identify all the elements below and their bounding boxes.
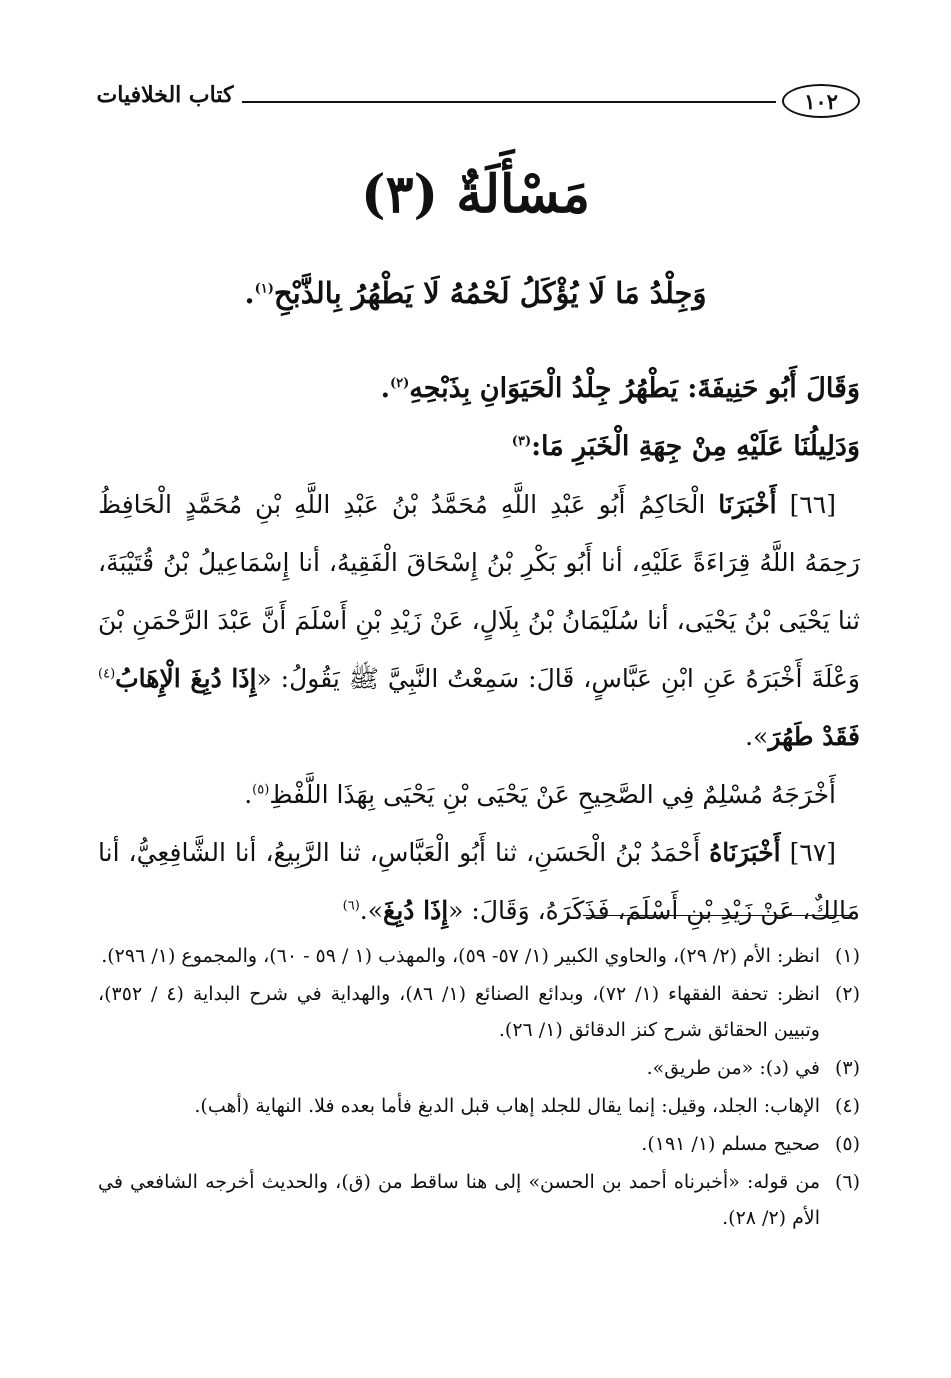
muslim-paragraph: أَخْرَجَهُ مُسْلِمٌ فِي الصَّحِيحِ عَنْ يَحْيَى بْنِ يَحْيَى بِهَذَا اللَّفْظِ$^{(٥)}$.	[244, 780, 836, 809]
footnote-number: (٣)	[834, 1057, 860, 1079]
header-rule	[242, 101, 776, 103]
abu-hanifa-text: وَقَالَ أَبُو حَنِيفَةَ: يَطْهُرُ جِلْدُ الْحَيَوَانِ بِذَبْحِهِ	[409, 373, 860, 404]
running-header	[92, 78, 860, 122]
footnote-mark: (٢)	[389, 376, 410, 391]
footnote-number: (١)	[834, 945, 860, 967]
footnote-mark: (٤)	[98, 666, 116, 682]
hadith-text: أَحْمَدُ بْنُ الْحَسَنِ، ثنا أَبُو الْعَبَّاسِ، ثنا الرَّبِيعُ، أنا الشَّافِعِيُّ، أنا مَالِكٌ، عَنْ زَيْدِ بْنِ أَسْلَمَ، فَذَكَرَهُ، وَقَالَ: «	[98, 838, 860, 925]
hadith-lead: أَخْبَرَنَا	[718, 490, 777, 519]
footnote-text: انظر: تحفة الفقهاء (١/ ٧٢)، وبدائع الصنائع (١/ ٨٦)، والهداية في شرح البداية (٤ / ٣٥٢)، وتبيين الحقائق شرح كنز الدقائق (١/ ٢٦).	[98, 983, 820, 1041]
page-number: ١٠٢	[782, 84, 860, 118]
footnote-mark: (٥)	[252, 782, 270, 798]
body-text	[98, 360, 860, 940]
hadith-quote: إِذَا دُبِغَ	[383, 896, 449, 925]
chapter-title: مَسْأَلَةٌ (٣)	[360, 164, 591, 225]
footnote-text: في (د): «من طريق».	[646, 1057, 820, 1079]
abu-hanifa-paragraph: وَقَالَ أَبُو حَنِيفَةَ: يَطْهُرُ جِلْدُ الْحَيَوَانِ بِذَبْحِهِ$^{(٢)}$.	[380, 373, 860, 404]
muslim-text: أَخْرَجَهُ مُسْلِمٌ فِي الصَّحِيحِ عَنْ يَحْيَى بْنِ يَحْيَى بِهَذَا اللَّفْظِ	[269, 780, 836, 809]
hadith-quote: فَقَدْ طَهُرَ	[768, 722, 860, 751]
footnote-mark: (٣)	[511, 434, 532, 449]
footnote-text: الإهاب: الجلد، وقيل: إنما يقال للجلد إهاب قبل الدبغ فأما بعده فلا. النهاية (أهب).	[194, 1095, 820, 1117]
footnote-item	[98, 1164, 860, 1236]
footnote-number: (٦)	[834, 1171, 860, 1193]
footnote-number: (٤)	[834, 1095, 860, 1117]
footnote-text: من قوله: «أخبرناه أحمد بن الحسن» إلى هنا ساقط من (ق)، والحديث أخرجه الشافعي في الأم (٢/ ٢٨).	[98, 1171, 820, 1229]
dalil-text: وَدَلِيلُنَا عَلَيْهِ مِنْ جِهَةِ الْخَبَرِ مَا:	[531, 431, 860, 462]
hadith-67-paragraph	[98, 824, 860, 940]
footnote-item	[98, 1126, 860, 1162]
hadith-number: [٦٧]	[789, 838, 837, 867]
hadith-66-paragraph	[98, 476, 860, 766]
footnote-mark: (١)	[254, 281, 274, 297]
issue-text: وَجِلْدُ مَا لَا يُؤْكَلُ لَحْمُهُ لَا يَطْهُرُ بِالذَّبْحِ	[273, 276, 707, 310]
footnote-mark: (٦)	[342, 898, 360, 914]
footnote-item	[98, 976, 860, 1048]
hadith-end: ».	[745, 722, 769, 751]
dalil-paragraph	[98, 418, 860, 476]
footnote-number: (٢)	[834, 983, 860, 1005]
footnotes	[98, 938, 860, 1238]
footnote-text: صحيح مسلم (١/ ١٩١).	[641, 1133, 820, 1155]
footnote-text: انظر: الأم (٢/ ٢٩)، والحاوي الكبير (١/ ٥٧- ٥٩)، والمهذب (١ / ٥٩ - ٦٠)، والمجموع (١/ ٢٩٦).	[101, 945, 820, 967]
footnote-rule	[583, 915, 853, 916]
hadith-text: الْحَاكِمُ أَبُو عَبْدِ اللَّهِ مُحَمَّدُ بْنُ عَبْدِ اللَّهِ بْنِ مُحَمَّدٍ الْحَافِظُ رَحِمَهُ اللَّهُ قِرَاءَةً عَلَيْهِ، أنا أَبُو بَكْرِ بْنُ إِسْحَاقَ الْفَقِيهُ، أنا إِسْمَاعِيلُ بْنُ قُتَيْبَةَ، ثنا يَحْيَى بْنُ يَحْيَى، أنا سُلَيْمَانُ بْنُ بِلَالٍ، عَنْ زَيْدِ بْنِ أَسْلَمَ أَنَّ عَبْدَ الرَّحْمَنِ بْنَ وَعْلَةَ أَخْبَرَهُ عَنِ ابْنِ عَبَّاسٍ، قَالَ: سَمِعْتُ النَّبِيَّ ﷺ يَقُولُ: «	[98, 490, 860, 693]
footnote-item	[98, 1050, 860, 1086]
hadith-quote: إِذَا دُبِغَ الْإِهَابُ	[115, 664, 257, 693]
hadith-end: ».	[359, 896, 384, 925]
issue-statement: وَجِلْدُ مَا لَا يُؤْكَلُ لَحْمُهُ لَا يَطْهُرُ بِالذَّبْحِ$^{(١)}$.	[244, 276, 707, 310]
hadith-lead: أَخْبَرَنَاهُ	[709, 838, 781, 867]
footnote-item	[98, 938, 860, 974]
book-title: كتاب الخلافيات	[96, 82, 234, 108]
hadith-number: [٦٦]	[789, 490, 836, 519]
footnote-item	[98, 1088, 860, 1124]
footnote-number: (٥)	[834, 1133, 860, 1155]
